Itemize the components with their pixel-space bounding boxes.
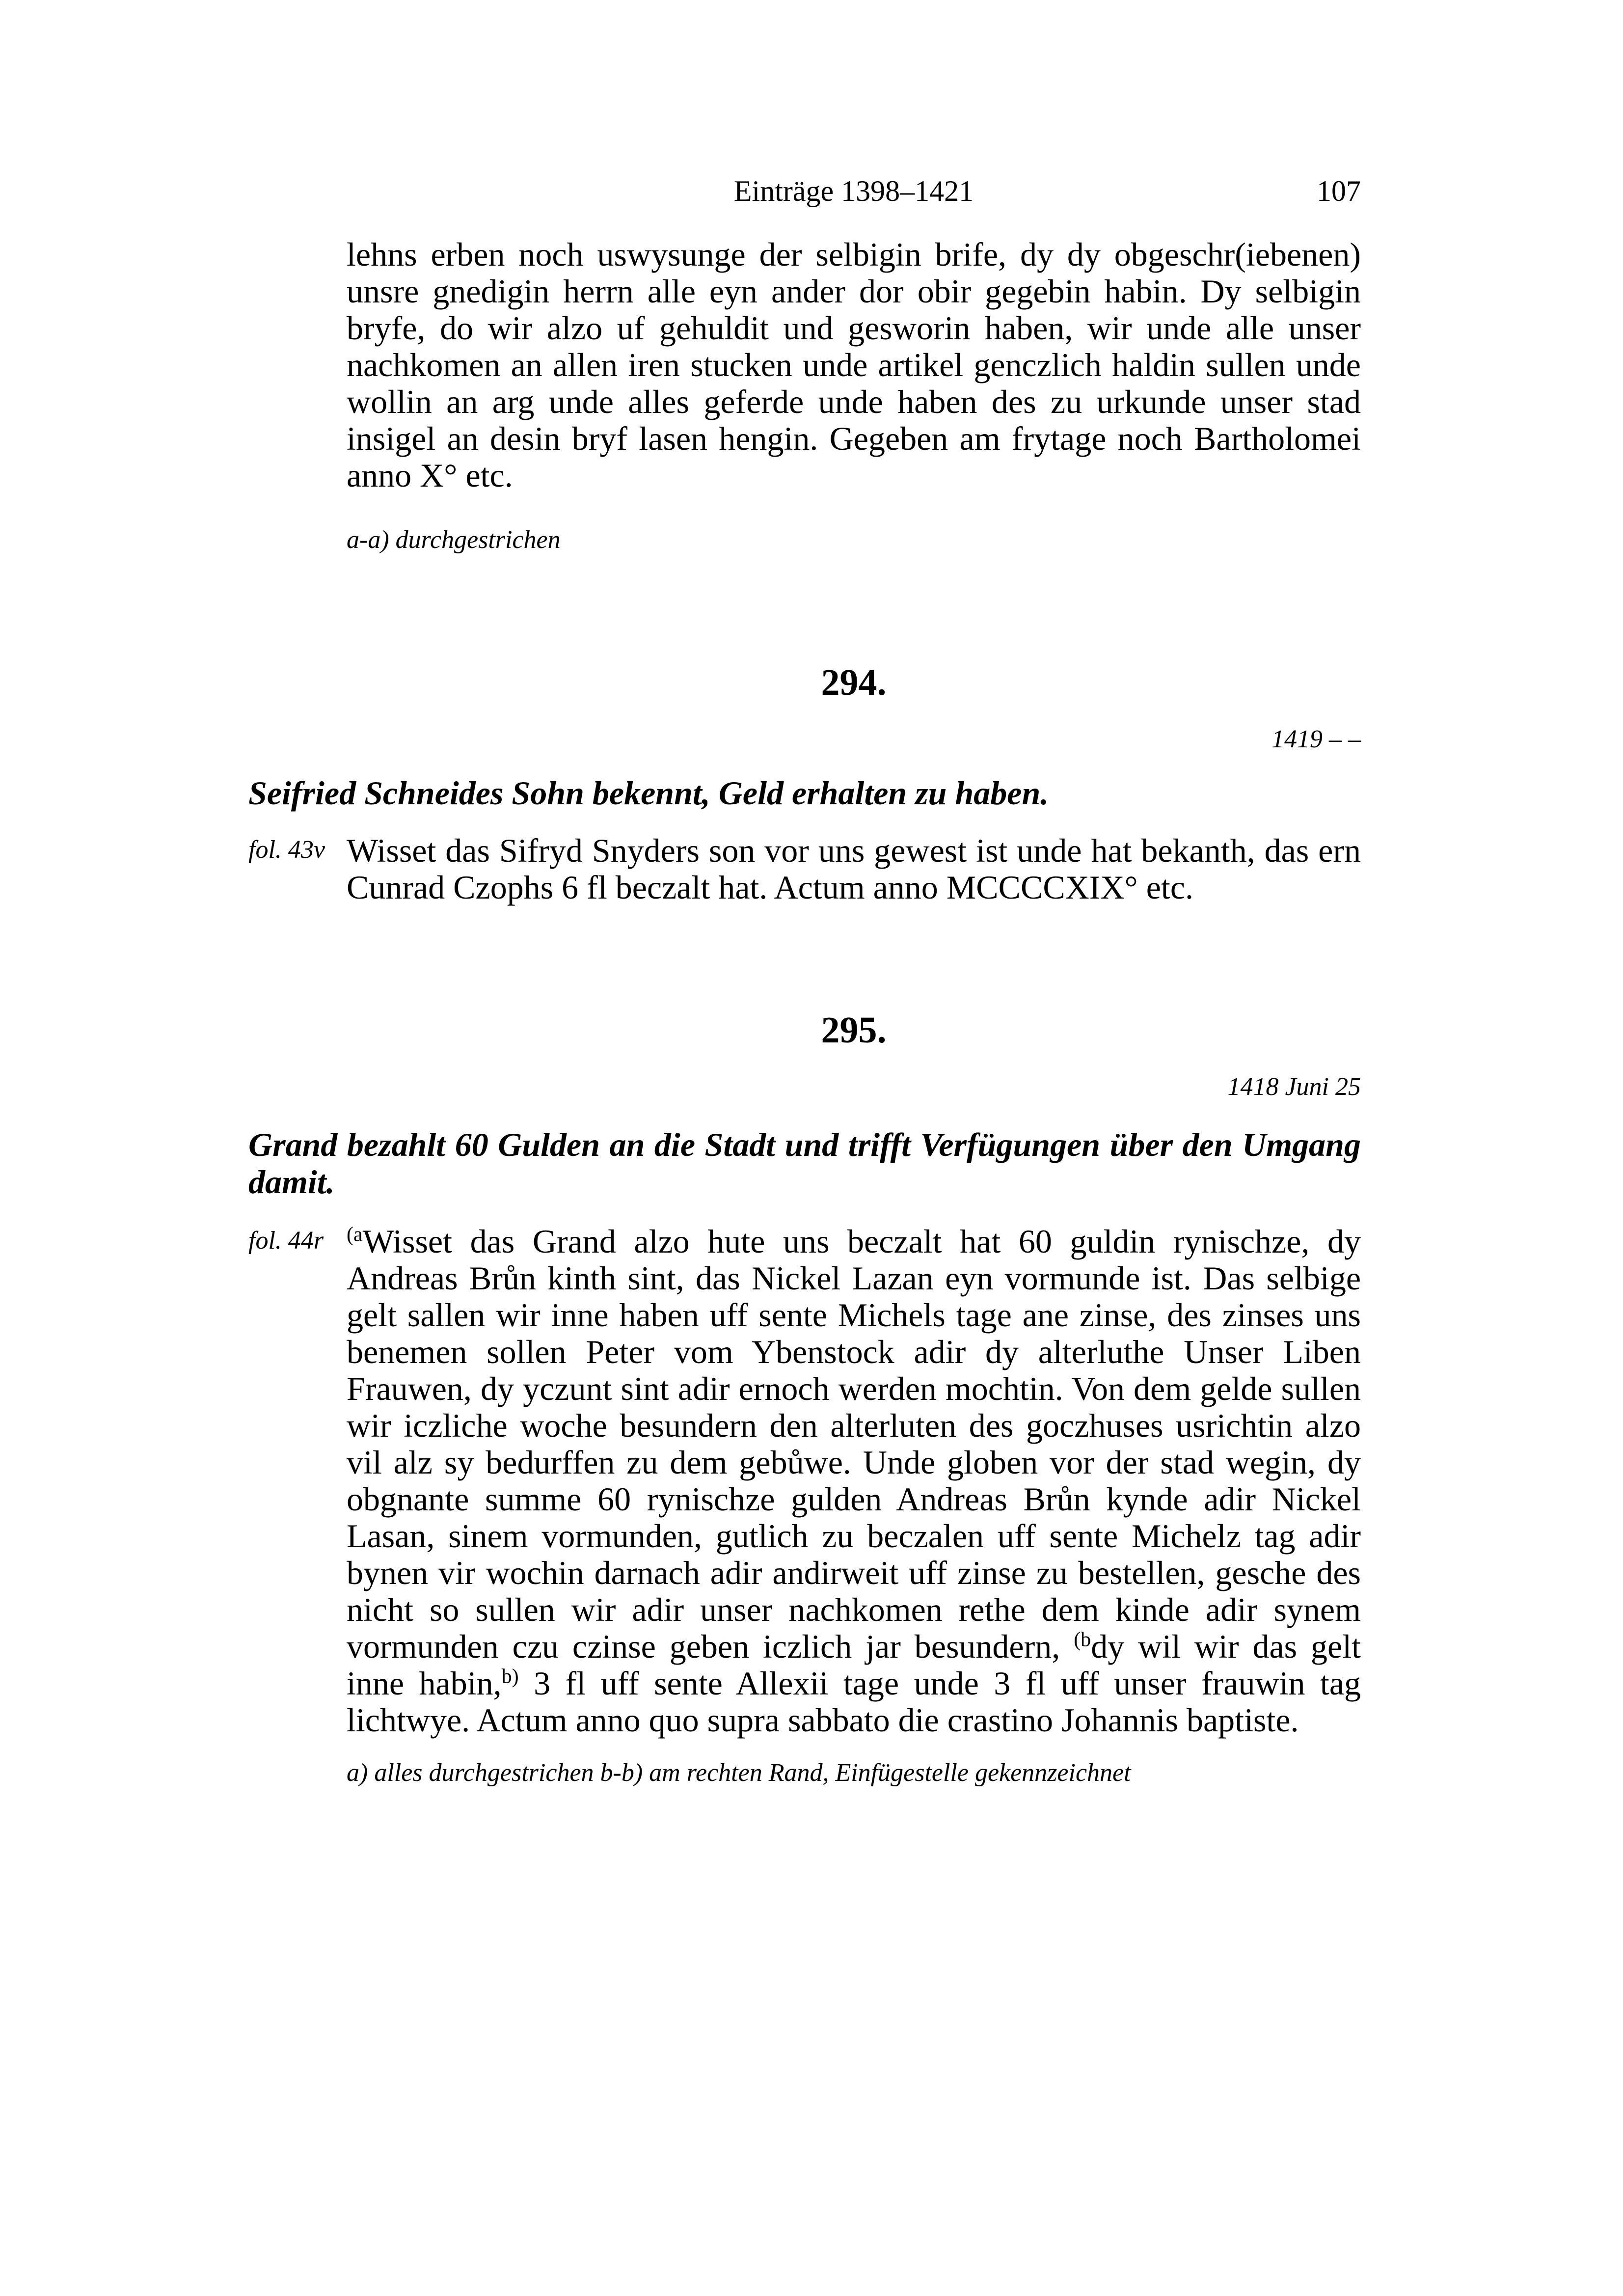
entry-text-294: Wisset das Sifryd Snyders son vor uns gewest ist unde hat bekanth, das ern Cunrad Czophs 6 fl beczalt hat. Actum anno MCCCCXIX° etc. (347, 832, 1361, 906)
entry-date-294: 1419 – – (1271, 725, 1361, 753)
entry-date-295: 1418 Juni 25 (1227, 1073, 1361, 1101)
running-header (347, 174, 1361, 214)
folio-reference: fol. 43v (248, 836, 325, 864)
continuation-text: lehns erben noch uswysunge der selbigin brife, dy dy obgeschr(iebenen) unsre gnedigin herrn alle eyn ander dor obir gegebin habin. Dy selbigin bryfe, do wir alzo uf gehuldit und gesworin haben, wir unde alle unser nachkomen an allen iren stucken unde artikel genczlich haldin sullen unde wollin an arg unde alles geferde unde haben des zu urkunde unser stad insigel an desin bryf lasen hengin. Gegeben am frytage noch Bartholomei anno X° etc. (347, 236, 1361, 494)
entry-number-294: 294. (821, 662, 887, 703)
entry-title-295: Grand bezahlt 60 Gulden an die Stadt und trifft Verfügungen über den Umgang damit. (248, 1126, 1361, 1201)
entry-text-295-part2: dy wil wir das gelt inne habin, (347, 1628, 1361, 1702)
entry-text-295-part1: Wisset das Grand alzo hute uns beczalt hat 60 guldin rynischze, dy Andreas Brůn kinth sint, das Nickel Lazan eyn vormunde ist. Das selbige gelt sallen wir inne haben uff sente Michels tage ane zinse, des zinses uns benemen sollen Peter vom Ybenstock adir dy alterluthe Unser Liben Frauwen, dy yczunt sint adir ernoch werden mochtin. Von dem gelde sullen wir iczliche woche besundern den alterluten des goczhuses usrichtin alzo vil alz sy bedurffen zu dem gebůwe. Unde globen vor der stad wegin, dy obgnante summe 60 rynischze gulden Andreas Brůn kynde adir Nickel Lasan, sinem vormunden, gutlich zu beczalen uff sente Michelz tag adir bynen vir wochin darnach adir andirweit uff zinse zu bestellen, gesche des nicht so sullen wir adir unser nachkomen rethe dem kinde adir synem vormunden czu czinse geben iczlich jar besundern, (347, 1223, 1361, 1665)
page-number: 107 (1317, 175, 1361, 207)
running-title: Einträge 1398–1421 (733, 175, 974, 207)
entry-footnote-295: a) alles durchgestrichen b-b) am rechten Rand, Einfügestelle gekennzeichnet (347, 1759, 1131, 1787)
footnote-mark-a: (a (347, 1223, 363, 1246)
footnote-mark-b-open: (b (1074, 1628, 1091, 1651)
document-page (248, 174, 1361, 1787)
entry-title-294: Seifried Schneides Sohn bekennt, Geld erhalten zu haben. (248, 774, 1049, 812)
entry-number-295: 295. (821, 1010, 887, 1051)
continuation-footnote: a-a) durchgestrichen (347, 526, 561, 554)
entry-body-295 (248, 1223, 1361, 1739)
footnote-mark-b-close: b) (501, 1665, 519, 1688)
entry-text-295 (347, 1223, 1361, 1739)
entry-body-294 (248, 832, 1361, 906)
folio-reference: fol. 44r (248, 1227, 324, 1255)
entry-text-295-part3: 3 fl uff sente Allexii tage unde 3 fl uff unser frauwin tag lichtwye. Actum anno quo supra sabbato die crastino Johannis baptiste. (347, 1665, 1361, 1739)
